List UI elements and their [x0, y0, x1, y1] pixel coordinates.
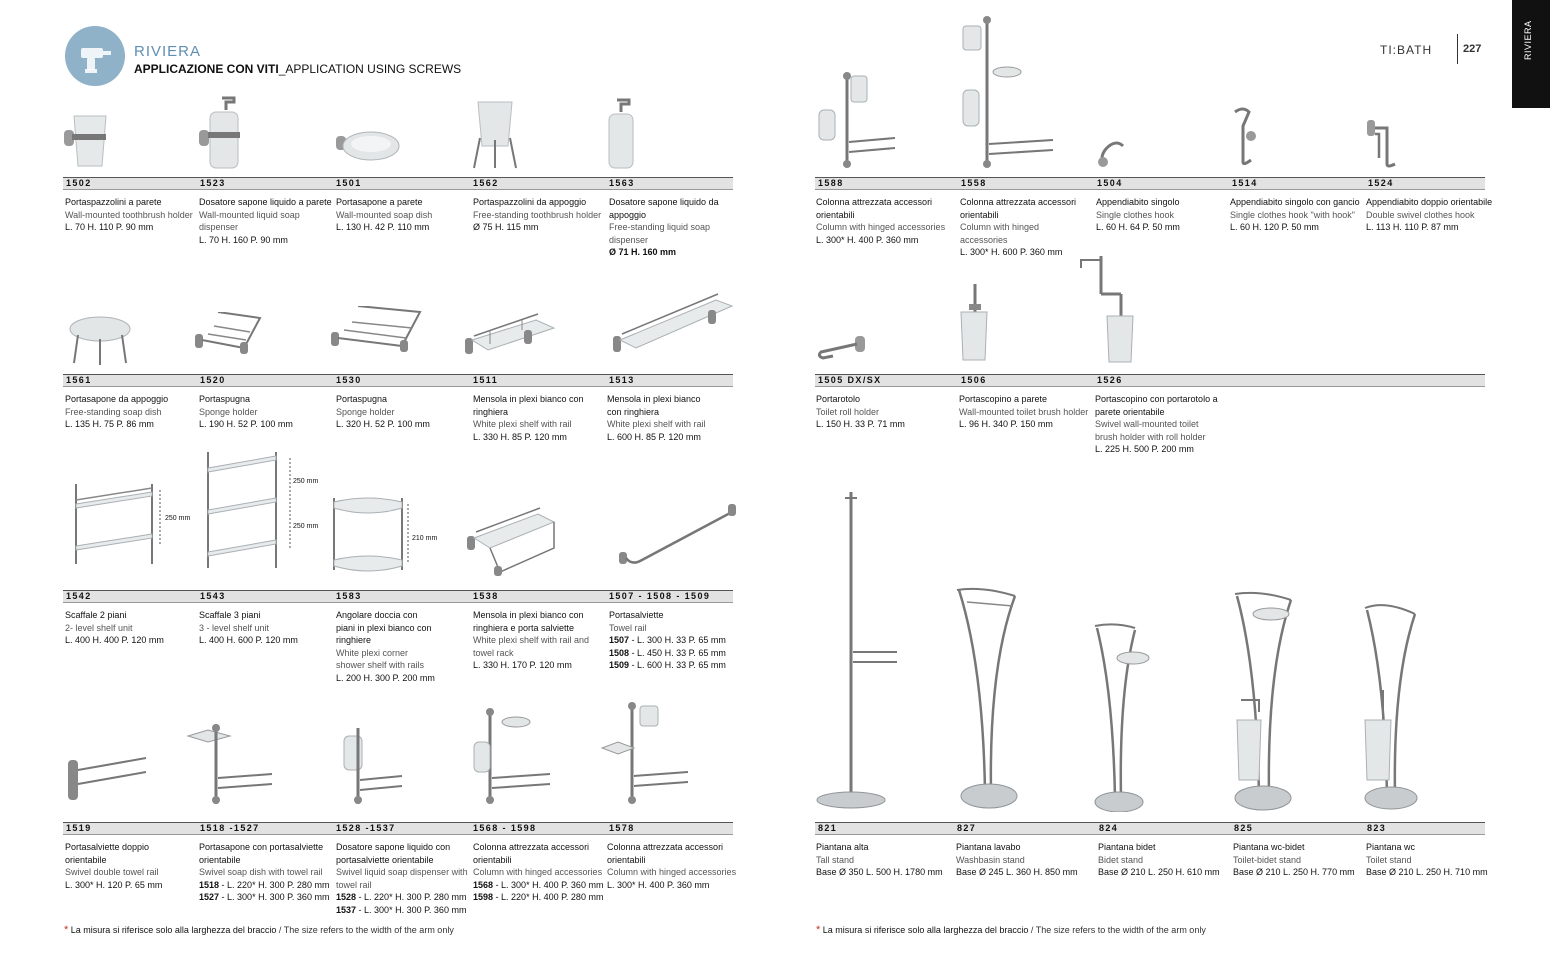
product-code: 1588: [818, 178, 844, 188]
hook-with-hanger-image: [1229, 106, 1261, 168]
product-code: 1511: [473, 375, 499, 385]
header-divider: [1457, 34, 1458, 64]
toilet-roll-holder-image: [815, 334, 871, 362]
corner-shower-shelf-image: [328, 492, 412, 574]
dimension-label: 250 mm: [293, 523, 319, 530]
product-code: 823: [1367, 823, 1387, 833]
soap-dispenser-image: [198, 96, 243, 170]
product-description: Appendiabito singolo Single clothes hook L. 60 H. 64 P. 50 mm: [1096, 197, 1180, 232]
product-description: Portaspazzolini da appoggio Free-standing toothbrush holder Ø 75 H. 115 mm: [473, 197, 602, 232]
soap-dish-image: [335, 122, 401, 170]
product-code: 825: [1234, 823, 1254, 833]
product-description: Portasalviette Towel rail 1507 - L. 300 H. 33 P. 65 mm 1508 - L. 450 H. 33 P. 65 mm 1509 - L. 600 H. 33 P. 65 mm: [609, 610, 726, 670]
product-code: 1578: [609, 823, 635, 833]
product-code: 1543: [200, 591, 226, 601]
column-hinged-accessories-image: [817, 72, 897, 170]
product-code: 1563: [609, 178, 635, 188]
product-description: Piantana lavabo Washbasin stand Base Ø 245 L. 360 H. 850 mm: [956, 842, 1078, 877]
column-hinged-accessories-image: [600, 702, 690, 806]
product-description: Dosatore sapone liquido con portasalviette orientabile Swivel liquid soap dispenser with towel rail 1528 - L. 220* H. 300 P. 280 mm 1537 - L. 300* H. 300 P. 360 mm: [336, 842, 468, 915]
plexi-shelf-long-image: [612, 288, 734, 358]
product-code: 1513: [609, 375, 635, 385]
product-code: 1526: [1097, 375, 1123, 385]
product-description: Angolare doccia con piani in plexi bianco con ringhiere White plexi corner shower shelf with rails L. 200 H. 300 P. 200 mm: [336, 610, 435, 683]
product-description: Portaspazzolini a parete Wall-mounted toothbrush holder L. 70 H. 110 P. 90 mm: [65, 197, 193, 232]
toothbrush-holder-image: [62, 108, 112, 170]
three-level-shelf-image: [200, 448, 296, 573]
product-code: 1502: [66, 178, 92, 188]
product-description: Dosatore sapone liquido a parete Wall-mounted liquid soap dispenser L. 70 H. 160 P. 90 mm: [199, 197, 332, 245]
washbasin-stand-image: [953, 586, 1025, 812]
product-code: 1514: [1232, 178, 1258, 188]
column-hinged-accessories-image: [470, 708, 554, 806]
product-code: 1523: [200, 178, 226, 188]
dimension-label: 250 mm: [165, 515, 191, 522]
bidet-stand-image: [1091, 622, 1151, 812]
toilet-stand-image: [1361, 600, 1421, 812]
product-description: Mensola in plexi bianco con ringhiera e porta salviette White plexi shelf with rail and towel rack L. 330 H. 170 P. 120 mm: [473, 610, 590, 670]
product-code: 1538: [473, 591, 499, 601]
product-description: Portascopino con portarotolo a parete orientabile Swivel wall-mounted toilet brush holder with roll holder L. 225 H. 500 P. 200 mm: [1095, 394, 1218, 454]
page-subtitle: APPLICAZIONE CON VITI_APPLICATION USING SCREWS: [134, 62, 462, 76]
product-description: Portaspugna Sponge holder L. 320 H. 52 P. 100 mm: [336, 394, 430, 429]
product-code: 1568 - 1598: [473, 823, 537, 833]
dimension-label: 210 mm: [412, 535, 438, 542]
double-swivel-hook-image: [1365, 118, 1399, 170]
product-code: 1519: [66, 823, 92, 833]
toilet-brush-holder-image: [955, 282, 991, 364]
section-tab: RIVIERA: [1512, 0, 1550, 108]
product-code: 1505 DX/SX: [818, 375, 882, 385]
product-code: 1520: [200, 375, 226, 385]
right-page: [775, 0, 1550, 968]
page-number: 227: [1463, 43, 1482, 55]
product-description: Portasapone con portasalviette orientabile Swivel soap dish with towel rail 1518 - L. 220* H. 300 P. 280 mm 1527 - L. 300* H. 300 P. 360 mm: [199, 842, 330, 902]
product-code: 1583: [336, 591, 362, 601]
product-description: Portasapone a parete Wall-mounted soap dish L. 130 H. 42 P. 110 mm: [336, 197, 433, 232]
product-description: Appendiabito singolo con gancio Single clothes hook "with hook" L. 60 H. 120 P. 50 mm: [1230, 197, 1360, 232]
product-description: Portasapone da appoggio Free-standing soap dish L. 135 H. 75 P. 86 mm: [65, 394, 169, 429]
series-title: RIVIERA: [134, 43, 202, 60]
product-code: 1562: [473, 178, 499, 188]
product-description: Dosatore sapone liquido da appoggio Free-standing liquid soap dispenser Ø 71 H. 160 mm: [609, 197, 719, 257]
product-row-bar: [815, 374, 1485, 387]
product-code: 1528 -1537: [336, 823, 396, 833]
freestanding-toothbrush-holder-image: [470, 98, 520, 170]
product-code: 1507 - 1508 - 1509: [609, 591, 711, 601]
product-description: Portascopino a parete Wall-mounted toilet brush holder L. 96 H. 340 P. 150 mm: [959, 394, 1089, 429]
product-description: Appendiabito doppio orientabile Double swivel clothes hook L. 113 H. 110 P. 87 mm: [1366, 197, 1493, 232]
swivel-soap-dispenser-towel-rail-image: [338, 726, 408, 806]
product-code: 1504: [1097, 178, 1123, 188]
brand-logo: TI:BATH: [1380, 43, 1433, 57]
footnote: * La misura si riferisce solo alla larghezza del braccio / The size refers to the width of the arm only: [816, 924, 1206, 936]
freestanding-soap-dispenser-image: [605, 98, 637, 170]
plexi-shelf-image: [464, 300, 556, 358]
product-code: 1501: [336, 178, 362, 188]
towel-rail-image: [618, 502, 740, 568]
product-description: Piantana bidet Bidet stand Base Ø 210 L. 250 H. 610 mm: [1098, 842, 1220, 877]
product-description: Mensola in plexi bianco con ringhiera White plexi shelf with rail L. 330 H. 85 P. 120 mm: [473, 394, 584, 442]
double-towel-rail-image: [66, 750, 156, 806]
product-description: Portaspugna Sponge holder L. 190 H. 52 P. 100 mm: [199, 394, 293, 429]
single-hook-image: [1095, 136, 1127, 168]
two-level-shelf-image: [68, 478, 194, 570]
product-description: Scaffale 3 piani 3 - level shelf unit L. 400 H. 600 P. 120 mm: [199, 610, 298, 645]
product-description: Mensola in plexi bianco con ringhiera White plexi shelf with rail L. 600 H. 85 P. 120 mm: [607, 394, 706, 442]
footnote: * La misura si riferisce solo alla larghezza del braccio / The size refers to the width of the arm only: [64, 924, 454, 936]
product-code: 1561: [66, 375, 92, 385]
sponge-holder-long-image: [330, 306, 422, 356]
product-code: 1530: [336, 375, 362, 385]
sponge-holder-image: [194, 312, 262, 356]
product-code: 1542: [66, 591, 92, 601]
shelf-with-towel-rack-image: [466, 500, 558, 578]
drill-icon: [65, 26, 125, 86]
toilet-bidet-stand-image: [1231, 590, 1301, 812]
product-code: 1524: [1368, 178, 1394, 188]
product-code: 1506: [961, 375, 987, 385]
toilet-brush-roll-holder-image: [1077, 254, 1137, 366]
product-description: Portasalviette doppio orientabile Swivel double towel rail L. 300* H. 120 P. 65 mm: [65, 842, 163, 890]
swivel-soap-dish-towel-rail-image: [186, 722, 276, 806]
product-description: Colonna attrezzata accessori orientabili Column with hinged accessories L. 300* H. 600 P. 360 mm: [960, 197, 1077, 257]
product-description: Colonna attrezzata accessori orientabili Column with hinged accessories L. 300* H. 400 P. 360 mm: [816, 197, 946, 245]
product-code: 1558: [961, 178, 987, 188]
product-description: Colonna attrezzata accessori orientabili Column with hinged accessories 1568 - L. 300* H. 400 P. 360 mm 1598 - L. 220* H. 400 P. 280 mm: [473, 842, 604, 902]
freestanding-soap-dish-image: [68, 315, 132, 367]
tall-stand-image: [815, 490, 901, 812]
product-description: Piantana alta Tall stand Base Ø 350 L. 500 H. 1780 mm: [816, 842, 943, 877]
product-description: Piantana wc-bidet Toilet-bidet stand Base Ø 210 L. 250 H. 770 mm: [1233, 842, 1355, 877]
product-description: Scaffale 2 piani 2- level shelf unit L. 400 H. 400 P. 120 mm: [65, 610, 164, 645]
product-code: 824: [1099, 823, 1119, 833]
product-description: Piantana wc Toilet stand Base Ø 210 L. 250 H. 710 mm: [1366, 842, 1488, 877]
product-description: Portarotolo Toilet roll holder L. 150 H. 33 P. 71 mm: [816, 394, 905, 429]
product-description: Colonna attrezzata accessori orientabili Column with hinged accessories L. 300* H. 400 P. 360 mm: [607, 842, 737, 890]
dimension-label: 250 mm: [293, 478, 319, 485]
column-hinged-accessories-image: [961, 16, 1057, 170]
product-code: 827: [957, 823, 977, 833]
product-code: 1518 -1527: [200, 823, 260, 833]
product-code: 821: [818, 823, 838, 833]
